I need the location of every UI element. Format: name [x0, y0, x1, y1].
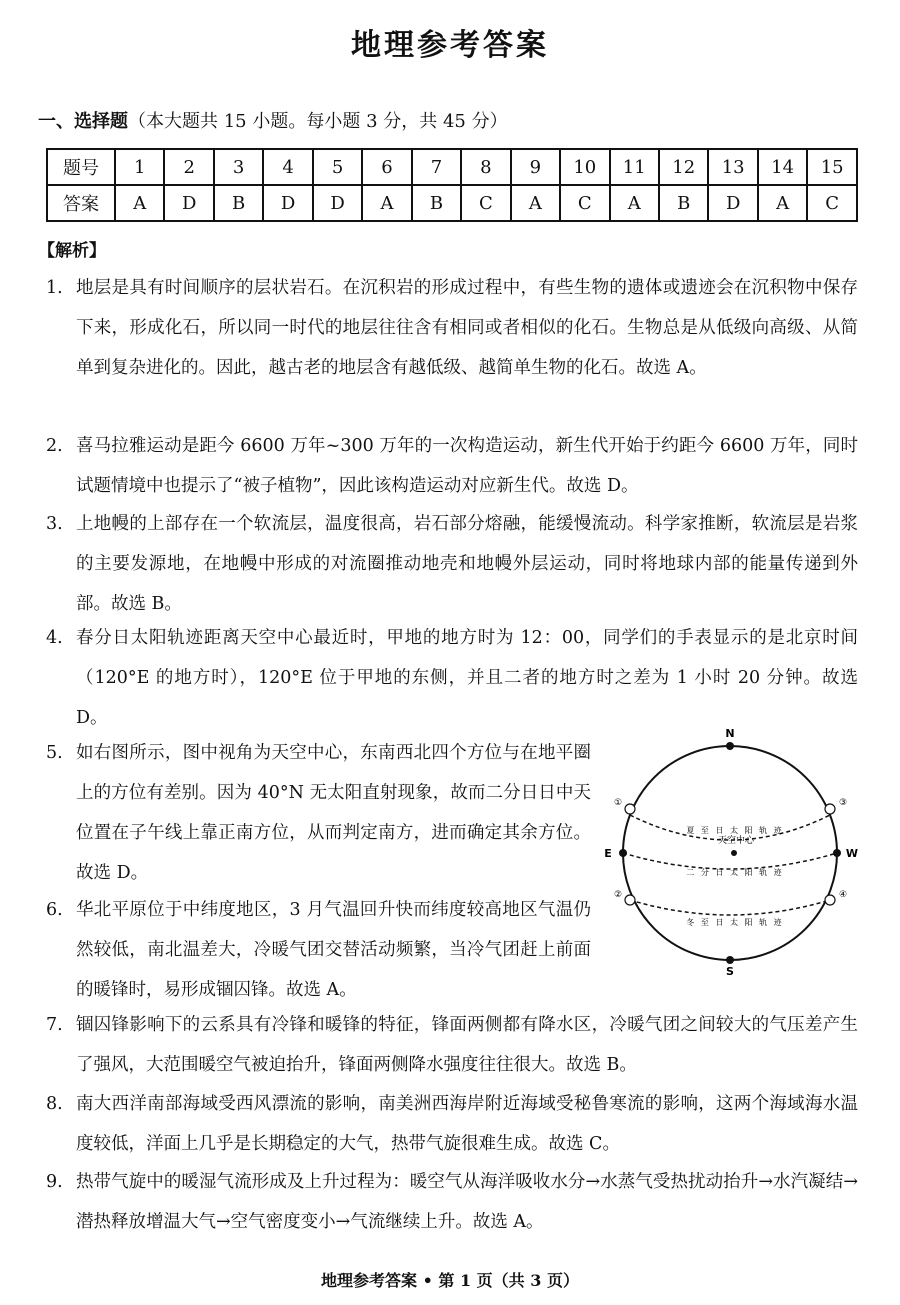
answer-cell: C [461, 185, 510, 221]
section-heading [38, 107, 508, 133]
answer-cell: D [263, 185, 312, 221]
answer-cell: A [362, 185, 411, 221]
south-point [726, 956, 734, 964]
answer-cell: C [807, 185, 857, 221]
answer-cell: D [313, 185, 362, 221]
number-cell: 6 [362, 149, 411, 185]
number-cell: 3 [214, 149, 263, 185]
south-label: S [726, 965, 734, 975]
number-cell: 4 [263, 149, 312, 185]
answer-cell: A [610, 185, 659, 221]
sun-path-diagram [600, 725, 860, 975]
page-footer: 地理参考答案 • 第 1 页（共 3 页） [321, 1271, 579, 1290]
north-label: N [725, 727, 735, 740]
marker-1-circle [625, 804, 635, 814]
row-label-number: 题号 [47, 149, 115, 185]
sky-center-label: 天空中心 [717, 836, 755, 846]
summer-path-label: 夏 至 日 太 阳 轨 迹 [686, 826, 784, 835]
analysis-item-7 [46, 1005, 858, 1085]
item-text: 南大西洋南部海域受西风漂流的影响，南美洲西海岸附近海域受秘鲁寒流的影响，这两个海域海水温度较低，洋面上几乎是长期稳定的大气，热带气旋很难生成。故选 C。 [76, 1094, 858, 1154]
section-title: 一、选择题 [38, 111, 128, 132]
table-row-numbers [47, 149, 857, 185]
item-number: 1. [46, 278, 63, 298]
equinox-path [623, 853, 837, 869]
row-label-answer: 答案 [47, 185, 115, 221]
item-number: 7. [46, 1015, 63, 1035]
marker-2-label: ② [613, 890, 623, 900]
marker-4-label: ④ [838, 890, 848, 900]
answer-cell: A [115, 185, 164, 221]
marker-3-circle [825, 804, 835, 814]
number-cell: 14 [758, 149, 807, 185]
item-text: 喜马拉雅运动是距今 6600 万年~300 万年的一次构造运动，新生代开始于约距今 6600 万年，同时试题情境中也提示了“被子植物”，因此该构造运动对应新生代。故选 D。 [76, 436, 858, 496]
item-number: 8. [46, 1094, 63, 1114]
number-cell: 13 [708, 149, 757, 185]
east-label: E [604, 847, 612, 860]
analysis-item-5 [46, 733, 591, 893]
number-cell: 5 [313, 149, 362, 185]
table-row-answers [47, 185, 857, 221]
number-cell: 9 [511, 149, 560, 185]
item-text: 上地幔的上部存在一个软流层，温度很高，岩石部分熔融，能缓慢流动。科学家推断，软流层是岩浆的主要发源地，在地幔中形成的对流圈推动地壳和地幔外层运动，同时将地球内部的能量传递到外部。故选 B。 [76, 514, 858, 614]
item-text: 春分日太阳轨迹距离天空中心最近时，甲地的地方时为 12：00，同学们的手表显示的是北京时间（120°E 的地方时），120°E 位于甲地的东侧，并且二者的地方时之差为 1 小时 20 分钟。故选 D。 [76, 628, 858, 728]
answer-cell: B [412, 185, 461, 221]
west-label: W [845, 847, 859, 860]
winter-solstice-path [630, 900, 830, 915]
equinox-path-label: 二 分 日 太 阳 轨 迹 [686, 868, 784, 877]
item-number: 6. [46, 900, 63, 920]
answer-cell: B [659, 185, 708, 221]
winter-path-label: 冬 至 日 太 阳 轨 迹 [686, 918, 784, 927]
answer-cell: D [708, 185, 757, 221]
page-title: 地理参考答案 [351, 28, 549, 63]
sky-center-point [731, 850, 737, 856]
item-text: 如右图所示，图中视角为天空中心，东南西北四个方位与在地平圈上的方位有差别。因为 40°N 无太阳直射现象，故而二分日日中天位置在子午线上靠正南方位，从而判定南方，进而确定其余方位。故选 D。 [76, 743, 591, 883]
item-number: 9. [46, 1172, 63, 1192]
number-cell: 8 [461, 149, 510, 185]
analysis-item-2 [46, 426, 858, 506]
analysis-item-1 [46, 268, 858, 388]
item-text: 华北平原位于中纬度地区，3 月气温回升快而纬度较高地区气温仍然较低，南北温差大，冷暖气团交替活动频繁，当冷气团赶上前面的暖锋时，易形成锢囚锋。故选 A。 [76, 900, 591, 1000]
horizon-circle [623, 746, 837, 960]
answer-cell: D [164, 185, 213, 221]
number-cell: 1 [115, 149, 164, 185]
answer-cell: A [511, 185, 560, 221]
marker-2-circle [625, 895, 635, 905]
marker-4-circle [825, 895, 835, 905]
item-text: 地层是具有时间顺序的层状岩石。在沉积岩的形成过程中，有些生物的遗体或遗迹会在沉积物中保存下来，形成化石，所以同一时代的地层往往含有相同或者相似的化石。生物总是从低级向高级、从简单到复杂进化的。因此，越古老的地层含有越低级、越简单生物的化石。故选 A。 [76, 278, 858, 378]
analysis-item-3 [46, 504, 858, 624]
number-cell: 12 [659, 149, 708, 185]
item-number: 4. [46, 628, 63, 648]
item-number: 3. [46, 514, 63, 534]
number-cell: 7 [412, 149, 461, 185]
item-number: 2. [46, 436, 63, 456]
analysis-item-4 [46, 618, 858, 738]
answer-cell: B [214, 185, 263, 221]
number-cell: 10 [560, 149, 609, 185]
analysis-item-8 [46, 1084, 858, 1164]
section-note: （本大题共 15 小题。每小题 3 分，共 45 分） [128, 111, 508, 132]
analysis-item-6 [46, 890, 591, 1010]
answer-table [46, 148, 858, 222]
item-text: 锢囚锋影响下的云系具有冷锋和暖锋的特征，锋面两侧都有降水区，冷暖气团之间较大的气压差产生了强风，大范围暖空气被迫抬升，锋面两侧降水强度往往很大。故选 B。 [76, 1015, 858, 1075]
marker-3-label: ③ [838, 798, 848, 808]
item-number: 5. [46, 743, 63, 763]
answer-cell: A [758, 185, 807, 221]
item-text: 热带气旋中的暖湿气流形成及上升过程为：暖空气从海洋吸收水分→水蒸气受热扰动抬升→水汽凝结→潜热释放增温大气→空气密度变小→气流继续上升。故选 A。 [76, 1172, 858, 1232]
answer-cell: C [560, 185, 609, 221]
marker-1-label: ① [613, 798, 623, 808]
analysis-heading: 【解析】 [38, 241, 106, 261]
number-cell: 15 [807, 149, 857, 185]
north-point [726, 742, 734, 750]
number-cell: 2 [164, 149, 213, 185]
number-cell: 11 [610, 149, 659, 185]
analysis-item-9 [46, 1162, 858, 1242]
